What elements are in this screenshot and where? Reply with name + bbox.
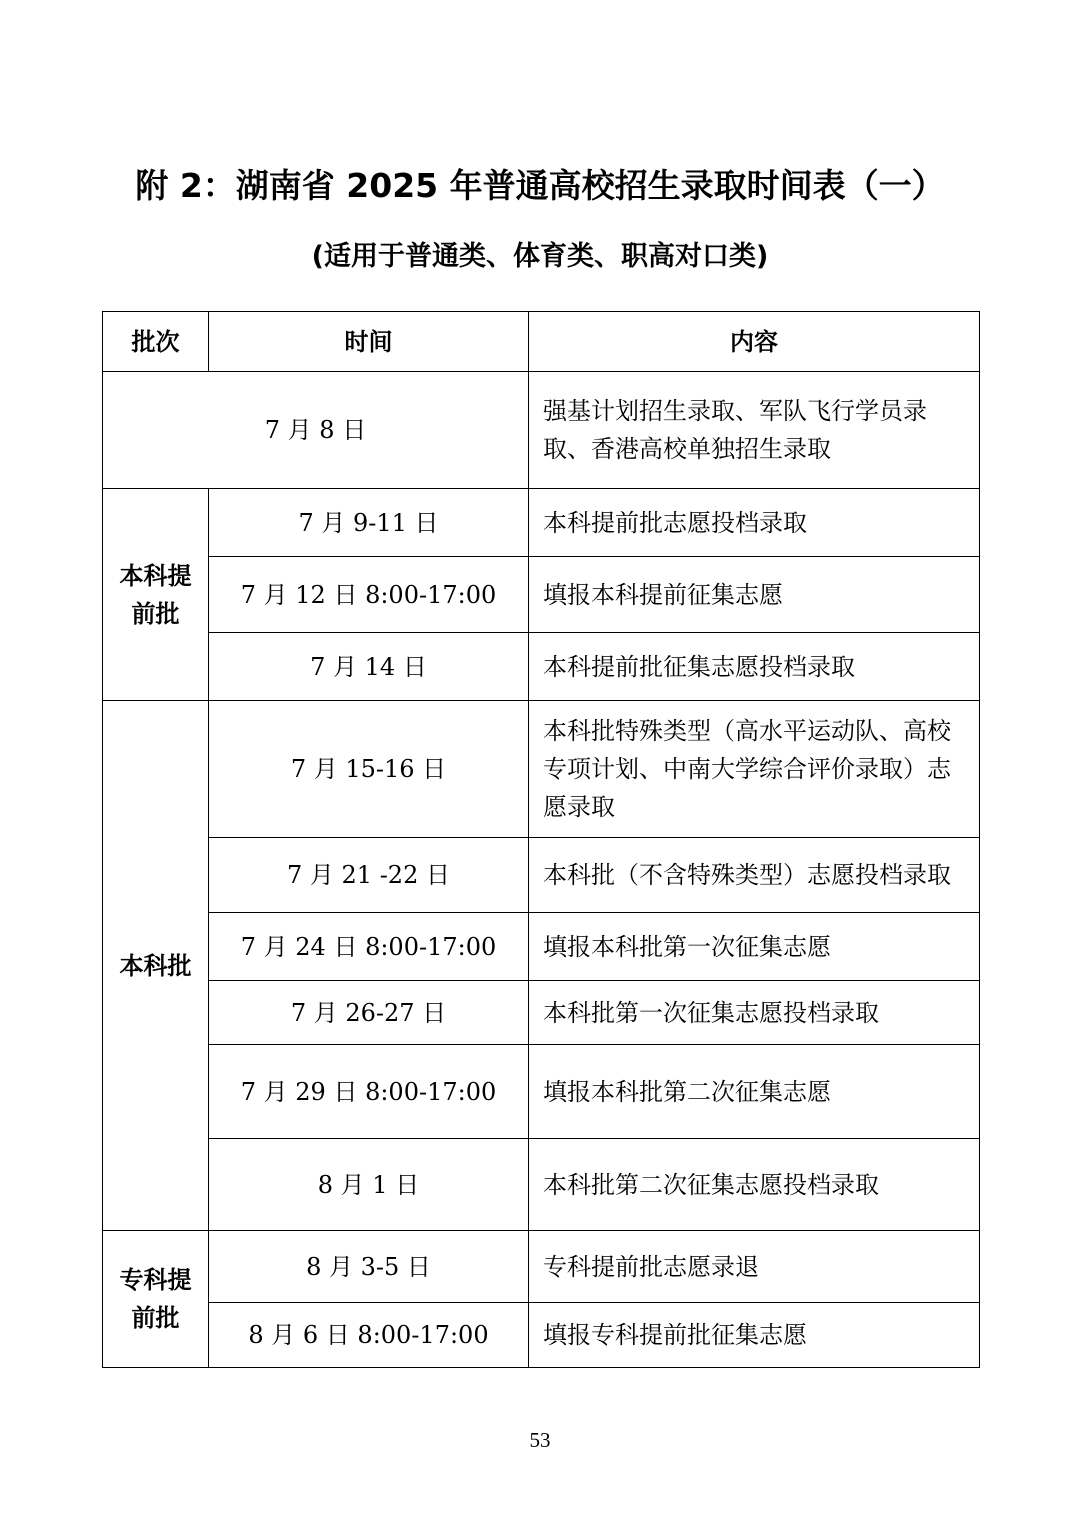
time-cell: 7 月 26-27 日 xyxy=(209,981,529,1045)
content-cell: 填报专科提前批征集志愿 xyxy=(529,1303,980,1368)
time-cell: 8 月 3-5 日 xyxy=(209,1231,529,1303)
time-cell: 7 月 12 日 8:00-17:00 xyxy=(209,557,529,633)
header-time: 时间 xyxy=(209,312,529,372)
table-row xyxy=(103,557,980,633)
content-cell: 填报本科提前征集志愿 xyxy=(529,557,980,633)
content-cell: 本科提前批征集志愿投档录取 xyxy=(529,633,980,701)
table-header-row xyxy=(103,312,980,372)
page-title: 附 2：湖南省 2025 年普通高校招生录取时间表（一） xyxy=(135,166,945,205)
header-content: 内容 xyxy=(529,312,980,372)
content-cell: 强基计划招生录取、军队飞行学员录取、香港高校单独招生录取 xyxy=(529,372,980,489)
table-row xyxy=(103,372,980,489)
content-cell: 填报本科批第一次征集志愿 xyxy=(529,913,980,981)
time-cell: 7 月 21 -22 日 xyxy=(209,838,529,913)
table-row xyxy=(103,1139,980,1231)
content-cell: 本科批第一次征集志愿投档录取 xyxy=(529,981,980,1045)
page-subtitle: (适用于普通类、体育类、职高对口类) xyxy=(311,241,769,272)
time-cell: 7 月 15-16 日 xyxy=(209,701,529,838)
time-cell: 7 月 14 日 xyxy=(209,633,529,701)
time-cell: 8 月 1 日 xyxy=(209,1139,529,1231)
table-row xyxy=(103,981,980,1045)
table-row xyxy=(103,1231,980,1303)
admission-schedule-table xyxy=(102,311,980,1368)
batch-cell: 本科批 xyxy=(103,701,209,1231)
table-row xyxy=(103,489,980,557)
time-cell: 7 月 29 日 8:00-17:00 xyxy=(209,1045,529,1139)
header-batch: 批次 xyxy=(103,312,209,372)
time-cell: 8 月 6 日 8:00-17:00 xyxy=(209,1303,529,1368)
page-number: 53 xyxy=(529,1428,551,1452)
content-cell: 专科提前批志愿录退 xyxy=(529,1231,980,1303)
time-cell: 7 月 24 日 8:00-17:00 xyxy=(209,913,529,981)
table-row xyxy=(103,1045,980,1139)
content-cell: 本科批特殊类型（高水平运动队、高校专项计划、中南大学综合评价录取）志愿录取 xyxy=(529,701,980,838)
table-row xyxy=(103,701,980,838)
time-cell: 7 月 9-11 日 xyxy=(209,489,529,557)
content-cell: 本科提前批志愿投档录取 xyxy=(529,489,980,557)
batch-cell: 本科提前批 xyxy=(103,489,209,701)
table-row xyxy=(103,913,980,981)
table-row xyxy=(103,838,980,913)
time-cell: 7 月 8 日 xyxy=(103,372,529,489)
batch-cell: 专科提前批 xyxy=(103,1231,209,1368)
content-cell: 本科批第二次征集志愿投档录取 xyxy=(529,1139,980,1231)
table-row xyxy=(103,633,980,701)
content-cell: 本科批（不含特殊类型）志愿投档录取 xyxy=(529,838,980,913)
table-row xyxy=(103,1303,980,1368)
content-cell: 填报本科批第二次征集志愿 xyxy=(529,1045,980,1139)
